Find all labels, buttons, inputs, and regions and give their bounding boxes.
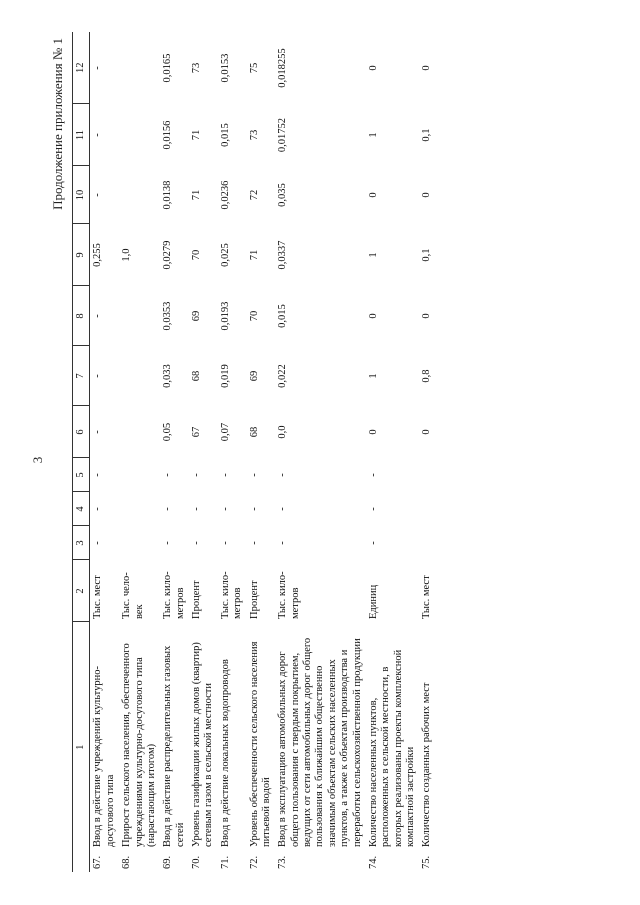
indicator-name: Ввод в действие локальных водопроводов [219,659,231,847]
value-cell-col-11: 0,015 [219,123,231,147]
indicator-cell [218,622,247,872]
table-row [218,32,247,872]
value-cell-col-11: 0,1 [421,128,433,142]
indicator-name: Ввод в действие распределительных газовых сетей [162,645,186,847]
unit-cell: Процент [248,580,260,619]
page-number: 3 [30,456,45,464]
row-number: 67. [92,855,104,869]
value-cell-col-12 [119,32,160,104]
indicator-name: Ввод в эксплуатацию автомобильных дорог общего пользования с твердым покрытием, ведущих от сети автомобильных дорог общего пользования к ближайшим общественно значимым объектам сельских населенных пунктов, а также к объектам производства и переработки сельскохозяйственной продукции [277,637,363,847]
value-cell-col-7: 0,033 [162,364,174,388]
value-cell-col-6: 0 [367,429,379,435]
value-cell-col-9: 71 [248,249,260,261]
unit-cell: Тыс. кило-метров [277,571,301,619]
value-cell-col-7: 68 [191,370,202,382]
value-cell-col-7: 0,8 [421,369,433,383]
table-row [119,32,160,872]
value-cell-col-9: 0,0337 [277,240,289,270]
value-cell-col-8: 69 [191,310,202,322]
indicator-cell [366,622,420,872]
indicator-name: Прирост сельского населения, обеспеченного учреждениями культурно-досугового типа (нарастающим итогом) [121,643,157,847]
header-col-1: 1 [73,622,90,872]
value-cell-col-8: 0,0193 [219,301,231,331]
value-cell-col-10: 0,035 [277,183,289,207]
header-col-8: 8 [73,286,90,346]
unit-cell: Тыс. чело-век [121,572,145,619]
value-cell-col-6: 0,07 [219,422,231,442]
value-cell-col-12: 0,0165 [162,53,174,83]
value-cell-col-12: 75 [248,62,260,74]
value-cell-col-3: - [92,541,104,545]
header-col-9: 9 [73,224,90,286]
value-cell-col-4: - [219,507,231,511]
value-cell-col-4: - [277,507,289,511]
indicator-cell [160,622,189,872]
value-cell-col-3 [419,526,435,560]
row-number: 68. [121,855,133,869]
value-cell-col-11: 0,01752 [277,117,289,153]
value-cell-col-11 [119,104,160,166]
value-cell-col-5: - [367,473,379,477]
header-col-11: 11 [73,104,90,166]
indicator-name: Количество населенных пунктов, расположенных в сельской местности, в которых реализованы проекты комплексной компактной застройки [367,649,416,847]
value-cell-col-12: 0,0153 [219,53,231,83]
value-cell-col-9: 0,255 [92,243,104,267]
value-cell-col-6: 67 [191,426,202,438]
row-number: 74. [367,855,379,869]
value-cell-col-8: 0 [367,313,379,319]
value-cell-col-4: - [162,507,174,511]
indicator-cell [189,622,218,872]
value-cell-col-5: - [162,473,174,477]
header-col-6: 6 [73,406,90,458]
value-cell-col-5: - [219,473,231,477]
value-cell-col-11: - [92,133,104,137]
value-cell-col-6 [119,406,160,458]
value-cell-col-9: 0,025 [219,243,231,267]
value-cell-col-11: 73 [248,129,260,141]
table-row [419,32,435,872]
value-cell-col-8: - [92,314,104,318]
indicators-table [72,32,436,872]
value-cell-col-12: 73 [191,62,202,74]
value-cell-col-8: 70 [248,310,260,322]
value-cell-col-5 [119,458,160,492]
value-cell-col-4 [419,492,435,526]
row-number: 72. [248,855,260,869]
value-cell-col-6: 0,05 [162,422,174,442]
value-cell-col-9: 0,1 [421,248,433,262]
value-cell-col-6: 68 [248,426,260,438]
header-row [73,32,90,872]
header-col-5: 5 [73,458,90,492]
value-cell-col-10: - [92,193,104,197]
value-cell-col-5: - [191,473,202,477]
value-cell-col-12: 0 [421,65,433,71]
value-cell-col-10: 72 [248,189,260,201]
value-cell-col-3 [119,526,160,560]
value-cell-col-5: - [248,473,260,477]
value-cell-col-8 [119,286,160,346]
value-cell-col-10: 71 [191,189,202,201]
table-row [366,32,420,872]
value-cell-col-4: - [92,507,104,511]
value-cell-col-10: 0,0236 [219,180,231,210]
value-cell-col-10: 0 [421,192,433,198]
indicator-cell [275,622,366,872]
value-cell-col-6: 0,0 [277,425,289,439]
table-body [90,32,436,872]
indicator-name: Уровень обеспеченности сельского населения питьевой водой [248,641,272,847]
value-cell-col-6: - [92,430,104,434]
unit-cell: Тыс. мест [92,575,104,619]
value-cell-col-4: - [191,507,202,511]
row-number: 75. [421,855,433,869]
indicator-cell [90,622,119,872]
indicator-name: Ввод в действие учреждений культурно-досугового типа [92,666,116,847]
header-col-12: 12 [73,32,90,104]
value-cell-col-12: 0,018255 [277,48,289,88]
table-row [160,32,189,872]
header-col-7: 7 [73,346,90,406]
value-cell-col-7: 69 [248,370,260,382]
row-number: 73. [277,855,289,869]
value-cell-col-10: 0 [367,192,379,198]
value-cell-col-8: 0,0353 [162,301,174,331]
indicator-cell [119,622,160,872]
value-cell-col-9: 1,0 [121,248,133,262]
value-cell-col-7 [119,346,160,406]
value-cell-col-11: 1 [367,132,379,138]
value-cell-col-7: 0,022 [277,364,289,388]
value-cell-col-5: - [277,473,289,477]
table-row [90,32,119,872]
value-cell-col-9: 70 [191,249,202,261]
value-cell-col-5 [419,458,435,492]
value-cell-col-8: 0,015 [277,304,289,328]
value-cell-col-4: - [248,507,260,511]
value-cell-col-3: - [367,541,379,545]
value-cell-col-7: - [92,374,104,378]
table-row [189,32,218,872]
table-row [275,32,366,872]
value-cell-col-3: - [162,541,174,545]
value-cell-col-10 [119,166,160,224]
value-cell-col-9: 0,0279 [162,240,174,270]
continuation-title: Продолжение приложения № 1 [50,38,65,210]
header-col-10: 10 [73,166,90,224]
indicator-cell [247,622,276,872]
value-cell-col-4 [119,492,160,526]
value-cell-col-8: 0 [421,313,433,319]
value-cell-col-11: 71 [191,129,202,141]
header-col-2: 2 [73,560,90,622]
header-col-4: 4 [73,492,90,526]
value-cell-col-3: - [248,541,260,545]
value-cell-col-4: - [367,507,379,511]
value-cell-col-5: - [92,473,104,477]
unit-cell: Процент [191,580,202,619]
value-cell-col-3: - [219,541,231,545]
indicator-name: Уровень газификации жилых домов (квартир) сетевым газом в сельской местности [191,642,215,847]
table-row [247,32,276,872]
unit-cell: Тыс. кило-метров [162,571,186,619]
header-col-3: 3 [73,526,90,560]
value-cell-col-7: 1 [367,373,379,379]
unit-cell: Тыс. кило-метров [219,571,244,619]
unit-cell: Единиц [367,584,379,619]
value-cell-col-10: 0,0138 [162,180,174,210]
value-cell-col-3: - [277,541,289,545]
value-cell-col-12: 0 [367,65,379,71]
value-cell-col-11: 0,0156 [162,120,174,150]
row-number: 69. [162,855,174,869]
unit-cell: Тыс. мест [421,575,433,619]
row-number: 71. [219,855,231,869]
row-number: 70. [191,855,202,869]
rotated-document [40,32,600,872]
value-cell-col-9: 1 [367,252,379,258]
value-cell-col-7: 0,019 [219,364,231,388]
value-cell-col-12: - [92,66,104,70]
value-cell-col-6: 0 [421,429,433,435]
value-cell-col-3: - [191,541,202,545]
indicator-name: Количество созданных рабочих мест [421,682,433,847]
indicator-cell [419,622,435,872]
